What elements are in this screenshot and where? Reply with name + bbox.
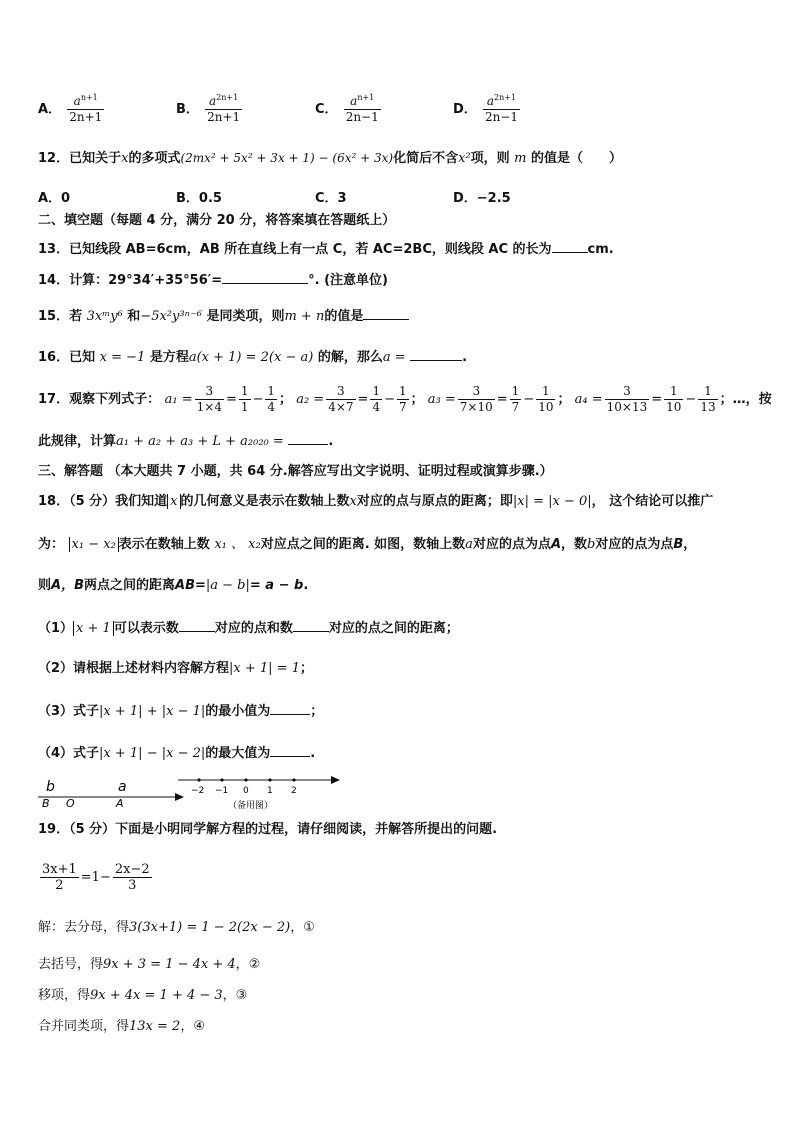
q11-option-b: B． $\frac{a^{2n+1}}{2n+1}$	[176, 90, 244, 125]
q17-answer-blank[interactable]	[288, 430, 328, 445]
label-A: A	[116, 797, 124, 808]
tick-label: 1	[267, 786, 273, 796]
q17-item-2: a₂ = $\frac{3}{4\times 7}$ = $\frac{1}{4}$ − $\frac{1}{7}$ ；	[296, 384, 424, 414]
q18-p4-blank[interactable]	[270, 742, 310, 757]
q12-question: 12．已知关于x的多项式(2mx² + 5x² + 3x + 1) − (6x² + 3x)化简后不含x²项，则 m 的值是（ ）	[38, 151, 623, 166]
q19-equation: $\frac{3x+1}{2}$ =1− $\frac{2x-2}{3}$	[42, 862, 150, 893]
q19-step-1: 解：去分母，得3(3x+1) = 1 − 2(2x − 2)，①	[38, 920, 315, 935]
q19-step-2: 去括号，得9x + 3 = 1 − 4x + 4，②	[38, 957, 261, 972]
tick-dot	[220, 778, 223, 781]
q18-p1-blank-2[interactable]	[293, 617, 329, 632]
q11-option-d: D． $\frac{a^{2n+1}}{2n-1}$	[453, 90, 522, 125]
tick-dot	[244, 778, 247, 781]
q18-p3-blank[interactable]	[270, 700, 310, 715]
q19-step-4: 合并同类项，得13x = 2，④	[38, 1019, 205, 1034]
q16-question: 16．已知 x = −1 是方程a(x + 1) = 2(x − a) 的解，那么a = .	[38, 346, 467, 368]
q11-c-fraction: $\frac{a^{n+1}}{2n-1}$	[344, 90, 381, 125]
label-a: a	[118, 779, 127, 795]
q13-question: 13．已知线段 AB=6cm，AB 所在直线上有一点 C，若 AC=2BC，则线段 AC 的长为 cm.	[38, 238, 614, 260]
q17-item-4: a₄ = $\frac{3}{10\times 13}$ = $\frac{1}{10}$ − $\frac{1}{13}$ ；…，按	[574, 384, 772, 414]
q18-part-4: （4）式子|x + 1| − |x − 2|的最大值为 .	[38, 742, 315, 764]
q11-b-fraction: $\frac{a^{2n+1}}{2n+1}$	[205, 90, 242, 125]
q15-question: 15．若 3xᵐy⁶ 和−5x²y³ⁿ⁻⁶ 是同类项，则m + n的值是	[38, 305, 409, 327]
spare-number-line-arrow	[331, 776, 340, 784]
q18-line-2: 为： x₁ − x₂ 表示在数轴上数 x₁ 、 x₂对应点之间的距离. 如图，数轴上数a对应的点为点A，数b对应的点为点B，	[38, 537, 697, 552]
q18-part-2: （2）请根据上述材料内容解方程|x + 1| = 1；	[38, 661, 314, 676]
q12-option-d: D．−2.5	[453, 191, 511, 206]
q17-item-3: a₃ = $\frac{3}{7\times 10}$ = $\frac{1}{7}$ − $\frac{1}{10}$ ；	[427, 384, 571, 414]
section-3-heading: 三、解答题 （本大题共 7 小题，共 64 分.解答应写出文字说明、证明过程或演算步骤.）	[38, 464, 553, 479]
q18-p1-blank-1[interactable]	[179, 617, 215, 632]
spare-figure-caption: （备用图）	[228, 801, 274, 811]
tick-label: −2	[191, 786, 205, 796]
q14-answer-blank[interactable]	[222, 269, 308, 284]
q11-d-fraction: $\frac{a^{2n+1}}{2n-1}$	[483, 90, 520, 125]
q11-option-c: C． $\frac{a^{n+1}}{2n-1}$	[315, 90, 383, 125]
tick-dot	[197, 778, 200, 781]
label-b: b	[46, 779, 55, 795]
section-2-heading: 二、填空题（每题 4 分，满分 20 分，将答案填在答题纸上）	[38, 213, 396, 228]
q17-line-1: 17．观察下列式子： a₁ = $\frac{3}{1\times 4}$ = $\frac{1}{1}$ − $\frac{1}{4}$ ； a₂ = $\frac{3}{4\times 7}$ = $\frac{1}{4}$ − $\frac{1}{7}$ ； a₃ = $\frac{3}{7\times 10}$ = $\frac{1}{7}$ − $\frac{1}{10}$ ； a₄ = $\frac{3}{10\times 13}$ = $\frac{1}{10}$ − $\frac{1}{13}$ ；…，按	[38, 384, 772, 414]
q12-option-b: B．0.5	[176, 191, 222, 206]
q19-step-3: 移项，得9x + 4x = 1 + 4 − 3，③	[38, 988, 248, 1003]
label-B: B	[42, 797, 50, 808]
q15-answer-blank[interactable]	[363, 305, 409, 320]
q18-line-1: 18．（5 分）我们知道 x 的几何意义是表示在数轴上数x对应的点与原点的距离；即|x| = |x − 0|， 这个结论可以推广	[38, 494, 714, 509]
q12-option-c: C．3	[315, 191, 347, 206]
q11-a-fraction: $\frac{a^{n+1}}{2n+1}$	[67, 90, 104, 125]
q12-option-a: A．0	[38, 191, 71, 206]
q17-line-2: 此规律，计算a₁ + a₂ + a₃ + L + a₂₀₂₀ = .	[38, 430, 333, 452]
q17-item-1: a₁ = $\frac{3}{1\times 4}$ = $\frac{1}{1}$ − $\frac{1}{4}$ ；	[164, 384, 293, 414]
tick-dot	[268, 778, 271, 781]
q13-answer-blank[interactable]	[552, 238, 588, 253]
q11-option-a: A． $\frac{a^{n+1}}{2n+1}$	[38, 90, 106, 125]
q19-title: 19．（5 分）下面是小明同学解方程的过程，请仔细阅读，并解答所提出的问题.	[38, 822, 498, 837]
number-line-figure	[30, 776, 190, 808]
tick-label: −1	[215, 786, 229, 796]
q18-line-3: 则A，B两点之间的距离AB=|a − b|= a − b.	[38, 578, 309, 593]
q18-part-1: （1） x + 1 可以表示数 对应的点和数 对应的点之间的距离；	[38, 617, 459, 639]
tick-label: 2	[291, 786, 297, 796]
label-O: O	[66, 797, 75, 808]
tick-dot	[292, 778, 295, 781]
q14-question: 14．计算：29°34′+35°56′= °. (注意单位)	[38, 269, 388, 291]
tick-label: 0	[243, 786, 249, 796]
q18-part-3: （3）式子|x + 1| + |x − 1|的最小值为 ；	[38, 700, 323, 722]
q16-answer-blank[interactable]	[410, 346, 462, 361]
spare-number-line	[176, 770, 346, 814]
